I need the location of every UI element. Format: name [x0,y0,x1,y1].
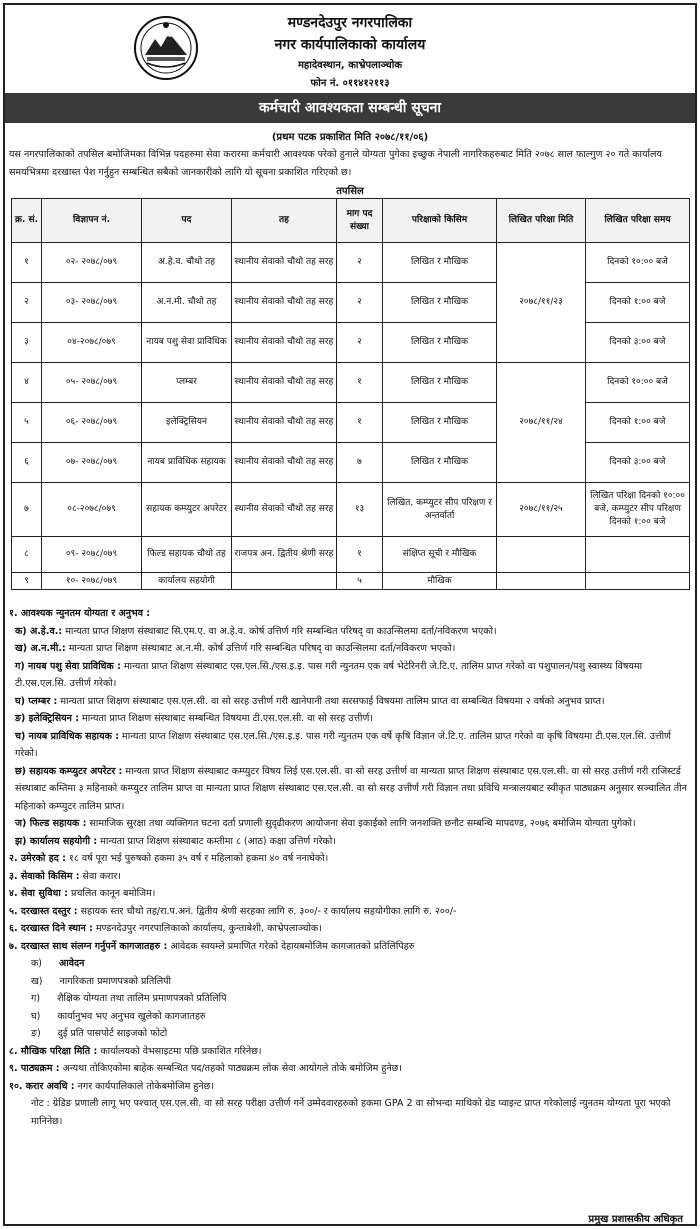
req-text: मान्यता प्राप्त शिक्षण संस्थाबाट कम्प्युटर विषय लिई एस.एल.सी. वा सो सरह उत्तीर्ण वा मान्यता प्राप्त शिक्षण संस्थाबाट एस.एल.सी. वा सो सरह उत्तीर्ण गरी राजिस्टर्ड संस्थाबाट कम्तिमा ३ महिनाको कम्प्युटर तालिम प्राप्त वा मान्यता प्राप्त शिक्षण संस्थाबाट एस.एल.सी. वा सो सरह उत्तीर्ण गरी विज्ञान तथा प्रविधि मन्त्रालयबाट स्वीकृत पाठ्यक्रम अनुसार सञ्चालित तीन महिनाको कम्प्युटर तालिम प्राप्त। [15,765,687,812]
cell: १ [337,537,383,573]
cell: सहायक कम्प्युटर अपरेटर [142,483,232,537]
office-address: महादेवस्थान, काभ्रेपलाञ्चोक [297,60,403,71]
vacancy-table [11,198,690,590]
cell: लिखित र मौखिक [383,443,497,483]
col-header-exam-time: लिखित परिक्षा समय [586,199,690,243]
cell: लिखित र मौखिक [383,323,497,363]
cell: स्थानीय सेवाको चौथो तह सरह [232,363,337,403]
cell: २ [337,283,383,323]
cell: ४ [12,363,42,403]
col-header-count: माग पद संख्या [337,199,383,243]
req-text: मान्यता प्राप्त शिक्षण संस्थाबाट एस.एल.सी. वा सो सरह उत्तीर्ण गरी खानेपानी तथा सरसफाई विषयमा तालिम प्राप्त वा सम्बन्धित विषयमा २ वर्षको अनुभव प्राप्त। [60,695,605,707]
rule-item [9,868,691,886]
rule-text: सहायक स्तर चौथो तह/रा.प.अनं. द्वितीय श्रेणी सरहका लागि रु. ३००/- र कार्यालय सहयोगीका लागि रु. २००/- [80,905,457,917]
doc-text: शैक्षिक योग्यता तथा तालिम प्रमाणपत्रको प्रतिलिपि [57,993,227,1004]
cell: दिनको १०:०० बजे [586,243,690,283]
cell: नायब पशु सेवा प्राविधिक [142,323,232,363]
req-text: मान्यता प्राप्त शिक्षण संस्थाबाट सम्बन्धित विषयमा टी.एस.एल.सी. वा सो सरह उत्तीर्ण। [82,713,373,724]
doc-item [9,1008,691,1026]
cell: मौखिक [383,573,497,590]
rule-label: ७. दरखास्त साथ संलग्न गर्नुपर्ने कागजातहरु : [9,940,168,952]
publish-date: (प्रथम पटक प्रकाशित मिति २०७८/११/०६) [271,132,429,143]
cell: ७ [12,483,42,537]
cell: ६ [12,443,42,483]
cell [232,573,337,590]
doc-key: क) [31,958,43,969]
cell: दिनको ३:०० बजे [586,443,690,483]
cell: लिखित र मौखिक [383,363,497,403]
doc-text: नागरिकता प्रमाणपत्रको प्रतिलिपी [59,975,172,987]
cell: २ [337,243,383,283]
intro-paragraph: यस नगरपालिकाको तपसिल बमोजिमका विभिन्न पदहरुमा सेवा करारमा कर्मचारी आवश्यक परेको हुनाले योग्यता पुगेका इच्छुक नेपाली नागरिकहरुबाट मिति २०७८ साल फाल्गुण २० गते कार्यालय समयभित्रमा दरखास्त पेश गर्नुहुन सम्बन्धित सबैको जानकारीको लागि यो सूचना प्रकाशित गरिएको छ। [9,149,662,178]
rule-label: ३. सेवाको किसिम : [9,870,80,882]
req-item [9,658,691,693]
rule-label: ५. दरखास्त दस्तुर : [9,905,78,917]
req-label: झ) कार्यालय सहयोगी : [15,835,98,847]
table-header-row [12,199,690,243]
cell: ०८-२०७८/०७९ [42,483,142,537]
rule-item [9,903,691,921]
req-label: ङ) इलेक्ट्रिसियन : [15,713,80,724]
table-row [12,283,690,323]
req-label: छ) सहायक कम्प्युटर अपरेटर : [15,765,123,777]
doc-item [9,973,691,991]
cell: लिखित परिक्षा दिनको १०:०० बजे, कम्प्युटर सीप परिक्षण दिनको १:०० बजे [586,483,690,537]
table-row [12,243,690,283]
table-row [12,363,690,403]
cell: १३ [337,483,383,537]
cell: इलेक्ट्रिसियन [142,403,232,443]
rule-item [9,1060,691,1078]
cell: १०- २०७८/०७९ [42,573,142,590]
cell: ०२- २०७८/०७९ [42,243,142,283]
req-heading: १. आवश्यक न्युनतम योग्यता र अनुभव : [9,608,151,619]
rule-label: १०. करार अवधि : [9,1080,75,1092]
rule-text: कार्यालयको वेभसाइटमा पछि प्रकाशित गरिनेछ। [100,1045,262,1057]
cell [586,573,690,590]
doc-key: घ) [31,1010,41,1022]
cell: ०५- २०७८/०७९ [42,363,142,403]
req-item [9,728,691,763]
table-row [12,537,690,573]
cell: लिखित र मौखिक [383,243,497,283]
req-label: ज) फिल्ड सहायक : [15,818,87,829]
exam-date-cell: २०७८/११/२४ [497,363,586,483]
table-caption: तपसिल [336,186,364,197]
table-row [12,323,690,363]
req-item [9,640,691,658]
rule-item [9,1078,691,1096]
col-header-ad-no: विज्ञापन नं. [42,199,142,243]
cell: २०७८/११/२५ [497,483,586,537]
table-row [12,483,690,537]
exam-date-cell: २०७८/११/२३ [497,243,586,363]
col-header-exam-type: परिक्षाको किसिम [383,199,497,243]
doc-key: ग) [31,993,41,1004]
table-row [12,573,690,590]
cell: १ [337,363,383,403]
cell: ५ [12,403,42,443]
rule-label: ६. दरखास्त दिने स्थान : [9,923,93,934]
cell: २ [12,283,42,323]
cell: स्थानीय सेवाको चौथो तह सरह [232,483,337,537]
cell [586,537,690,573]
notice-page [3,3,697,1226]
cell: ५ [337,573,383,590]
col-header-exam-date: लिखित परिक्षा मिति [497,199,586,243]
cell: कार्यालय सहयोगी [142,573,232,590]
rule-text: १८ वर्ष पूरा भई पुरुषको हकमा ३५ वर्ष र महिलाको हकमा ४० वर्ष ननाघेको। [68,853,329,864]
rule-text: आवेदक स्वयम्ले प्रमाणित गरेको देहायबमोजिम कागजातको प्रतिलिपिहरु [170,940,415,952]
rule-item [9,938,691,956]
notice-title: कर्मचारी आवश्यकता सम्बन्धी सूचना [5,93,695,123]
rule-label: ९. पाठ्यक्रम : [9,1063,60,1074]
cell: प्लम्बर [142,363,232,403]
cell: ०९- २०७८/०७९ [42,537,142,573]
rule-label: ८. मौखिक परिक्षा मिति : [9,1045,98,1057]
req-item [9,815,691,833]
table-row [12,443,690,483]
doc-key: ख) [31,975,43,987]
rule-item [9,850,691,868]
rule-text: प्रचलित कानून बमोजिम। [70,888,156,899]
req-text: मान्यता प्राप्त शिक्षण संस्थाबाट कम्तीमा ८ (आठ) कक्षा उत्तिर्ण गरेको। [100,835,336,847]
req-label: ग) नायब पशु सेवा प्राविधिक : [15,660,121,672]
req-text: मान्यता प्राप्त शिक्षण संस्थाबाट एस.एल.सि./एस.इ.इ. पास गरी न्युनतम एक वर्षे कृषि विज्ञान जे.टि.ए. तालिम प्राप्त गरेको वा कृषि विषयमा टी.एस.एल.सि. उत्तीर्ण गरेको। [15,730,671,759]
cell: अ.हे.व. चौथो तह [142,243,232,283]
cell: अ.न.मी. चौथो तह [142,283,232,323]
cell: ०४-२०७८/०७९ [42,323,142,363]
cell: ०७- २०७८/०७९ [42,443,142,483]
cell [497,573,586,590]
cell: ९ [12,573,42,590]
doc-key: ङ) [31,1028,41,1039]
req-item [9,763,691,816]
rule-text: सेवा करार। [82,870,121,882]
rule-text: अन्यथा तोकिएकोमा बाहेक सम्बन्धित पद/तहको पाठ्यक्रम लोक सेवा आयोगले तोके बमोजिम हुनेछ। [62,1063,402,1074]
requirements-section [9,605,691,1130]
cell: राजपत्र अन. द्वितीय श्रेणी सरह [232,537,337,573]
doc-item [9,955,691,973]
req-text: मान्यता प्राप्त शिक्षण संस्थाबाट एस.एल.सि./एस.इ.इ. पास गरी न्युनतम एक वर्ष भेटेरिनरी जे.टि.ए. तालिम प्राप्त गरेको वा पशुपालन/पशु स्वास्थ्य विषयमा टी.एस.एल.सि. उत्तीर्ण गरेको। [15,660,643,689]
req-text: सामाजिक सुरक्षा तथा व्यक्तिगत घटना दर्ता प्रणाली सुदृढीकरण आयोजना सेवा इकाईको लागि जनशक्ति छनौट सम्बन्धि मापदण्ड, २०७६ बमोजिम योग्यता पुगेको। [89,818,636,829]
cell: दिनको १:०० बजे [586,403,690,443]
cell [497,537,586,573]
rule-item [9,1043,691,1061]
cell: स्थानीय सेवाको चौथो तह सरह [232,323,337,363]
municipality-name: मण्डनदेउपुर नगरपालिका [287,15,413,31]
cell: दिनको १०:०० बजे [586,363,690,403]
rule-item [9,920,691,938]
req-label: च) नायब प्राविधिक सहायक : [15,730,120,742]
cell: दिनको ३:०० बजे [586,323,690,363]
cell: ०३- २०७८/०७९ [42,283,142,323]
cell: स्थानीय सेवाको चौथो तह सरह [232,283,337,323]
req-label: क) अ.हे.व.: [15,625,63,637]
rule-text: नगर कार्यपालिकाले तोकेबमोजिम हुनेछ। [77,1080,214,1092]
rule-text: मण्डनदेउपुर नगरपालिकाको कार्यालय, कुन्ताबेशी, काभ्रेपलाञ्चोक। [95,923,322,934]
cell: दिनको १:०० बजे [586,283,690,323]
doc-item [9,990,691,1008]
cell: फिल्ड सहायक चौथो तह [142,537,232,573]
office-phone: फोन नं. ०११४१२११३ [310,78,390,89]
cell: स्थानीय सेवाको चौथो तह सरह [232,443,337,483]
col-header-level: तह [232,199,337,243]
cell: स्थानीय सेवाको चौथो तह सरह [232,403,337,443]
col-header-sn: क्र. सं. [12,199,42,243]
cell: ०६- २०७८/०७९ [42,403,142,443]
cell: २ [337,323,383,363]
rule-label: २. उमेरको हद : [9,853,66,864]
signature-title: प्रमुख प्रशासकीय अधिकृत [588,1214,683,1225]
req-label: घ) प्लम्बर : [15,695,58,707]
office-name: नगर कार्यपालिकाको कार्यालय [274,37,426,53]
header [5,5,695,93]
rule-label: ४. सेवा सुविधा : [9,888,68,899]
req-text: मान्यता प्राप्त शिक्षण संस्थाबाट सि.एम.ए. वा अ.हे.व. कोर्ष उत्तिर्ण गरि सम्बन्धित परिषद् वा काउन्सिलमा दर्ता/नविकरण भएको। [65,625,497,637]
req-label: ख) अ.न.मी.: [15,643,66,654]
req-text: मान्यता प्राप्त शिक्षण संस्थाबाट अ.न.मी. कोर्ष उत्तिर्ण गरि सम्बन्धित परिषद् वा काउन्सिलमा दर्ता/नविकरण भएको। [68,643,456,654]
cell: ८ [12,537,42,573]
req-item [9,710,691,728]
doc-item [9,1025,691,1043]
cell: संक्षिप्त सूची र मौखिक [383,537,497,573]
cell: नायब प्राविधिक सहायक [142,443,232,483]
note-text: नोट : ग्रेडिङ प्रणाली लागू भए पश्चात् एस.एल.सी. वा सो सरह परीक्षा उत्तीर्ण गर्ने उम्मेदवारहरुको हकमा GPA 2 वा सोभन्दा माथिको ग्रेड प्वाइन्ट प्राप्त गरेकोलाई न्युनतम योग्यता पूरा भएको मानिनेछ। [31,1098,671,1127]
doc-text: कार्यानुभव भए अनुभव खुलेको कागजातहरु [57,1010,206,1022]
cell: लिखित, कम्प्युटर सीप परिक्षण र अन्तर्वार्ता [383,483,497,537]
rule-item [9,885,691,903]
cell: स्थानीय सेवाको चौथो तह सरह [232,243,337,283]
cell: लिखित र मौखिक [383,403,497,443]
cell: ३ [12,323,42,363]
cell: लिखित र मौखिक [383,283,497,323]
cell: ७ [337,443,383,483]
cell: १ [337,403,383,443]
doc-text: दुई प्रति पासपोर्ट साइजको फोटो [57,1028,168,1039]
req-item [9,623,691,641]
doc-text: आवेदन [59,958,85,969]
req-item [9,693,691,711]
col-header-post: पद [142,199,232,243]
table-row [12,403,690,443]
cell: १ [12,243,42,283]
req-item [9,833,691,851]
